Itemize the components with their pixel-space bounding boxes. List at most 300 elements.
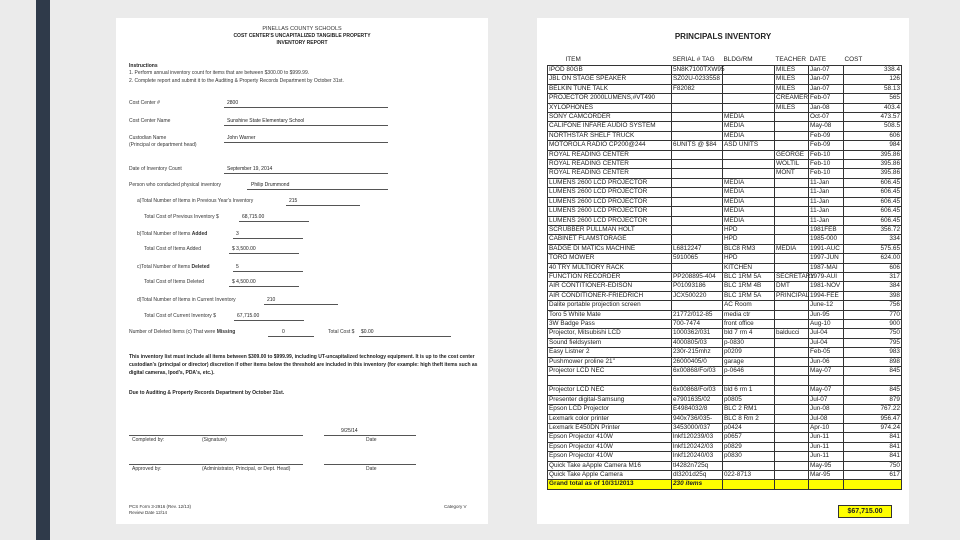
table-cell: FUNCTION RECORDER bbox=[548, 272, 672, 281]
table-cell: F82082 bbox=[672, 84, 723, 93]
table-cell bbox=[723, 169, 775, 178]
table-cell: SONY CAMCORDER bbox=[548, 113, 672, 122]
table-cell bbox=[775, 471, 809, 480]
table-cell: 5N8K7100TXW95 bbox=[673, 66, 725, 73]
table-cell: balducci bbox=[775, 329, 809, 338]
table-cell: Epson LCD Projector bbox=[548, 405, 672, 414]
deleted-word: Deleted bbox=[191, 264, 210, 270]
table-cell: Apr-10 bbox=[809, 424, 844, 433]
approved-date-line bbox=[324, 464, 416, 465]
table-row bbox=[548, 395, 902, 404]
table-cell: CALIFONE INFARE AUDIO SYSTEM bbox=[548, 122, 672, 131]
table-row bbox=[548, 461, 902, 470]
table-cell: Dalite portable projection screen bbox=[548, 301, 672, 310]
table-cell: 606.45 bbox=[844, 197, 902, 206]
completed-by-label: Completed by: bbox=[132, 437, 165, 443]
table-cell bbox=[775, 141, 809, 150]
table-cell: Jun-11 bbox=[809, 442, 844, 451]
table-cell: 1987-MAI bbox=[809, 263, 844, 272]
table-cell: PP208895-404 bbox=[672, 272, 723, 281]
date-label-2: Date bbox=[366, 466, 377, 472]
footer-review-date: Review Date 12/14 bbox=[129, 510, 168, 515]
table-cell: Jan-08 bbox=[809, 103, 844, 112]
table-cell bbox=[775, 216, 809, 225]
table-cell: 606.45 bbox=[844, 216, 902, 225]
table-row bbox=[548, 122, 902, 131]
table-row bbox=[548, 471, 902, 480]
table-cell: MEDIA bbox=[723, 188, 775, 197]
table-cell: Lexmark E450DN Printer bbox=[548, 424, 672, 433]
table-cell: 398 bbox=[844, 291, 902, 300]
table-cell: WOLTIL bbox=[775, 160, 809, 169]
table-cell: 473.57 bbox=[844, 113, 902, 122]
table-row bbox=[548, 367, 902, 376]
table-cell: Jul-04 bbox=[809, 338, 844, 347]
table-cell: 845 bbox=[844, 386, 902, 395]
table-cell bbox=[672, 207, 723, 216]
table-cell: 11-Jan bbox=[809, 197, 844, 206]
table-cell: MEDIA bbox=[723, 207, 775, 216]
date-label-1: Date bbox=[366, 437, 377, 443]
table-cell: 900 bbox=[844, 319, 902, 328]
table-cell: PROJECTOR 2000LUMENS,#VT490 bbox=[548, 94, 672, 103]
table-cell bbox=[775, 207, 809, 216]
table-row bbox=[548, 94, 902, 103]
table-cell: lnkf120240/03 bbox=[672, 452, 723, 461]
table-cell: 974.24 bbox=[844, 424, 902, 433]
table-row bbox=[548, 424, 902, 433]
table-row bbox=[548, 66, 902, 75]
added-word: Added bbox=[191, 231, 208, 237]
table-row bbox=[548, 386, 902, 395]
table-cell: ROYAL READING CENTER bbox=[548, 150, 672, 159]
table-cell: Jan-07 bbox=[809, 75, 844, 84]
table-cell: IPOD 80GB bbox=[548, 66, 672, 75]
table-cell bbox=[775, 452, 809, 461]
table-cell: L6812247 bbox=[672, 244, 723, 253]
table-cell: BLC 8 Rm 2 bbox=[723, 414, 775, 423]
table-row bbox=[548, 414, 902, 423]
signature-date-value: 9/25/14 bbox=[341, 428, 358, 434]
table-cell: bld 7 rm 4 bbox=[723, 329, 775, 338]
table-cell bbox=[775, 424, 809, 433]
table-cell: 40 TRY MULTIORY RACK bbox=[548, 263, 672, 272]
completed-date-line bbox=[324, 435, 416, 436]
table-cell: e7901635/02 bbox=[672, 395, 723, 404]
table-cell bbox=[775, 367, 809, 376]
table-cell: 940x736/035- bbox=[672, 414, 723, 423]
instruction-1: 1. Perform annual inventory count for items that are between $300.00 to $999.99. bbox=[129, 70, 310, 76]
table-cell: Pushmower proline 21" bbox=[548, 357, 672, 366]
table-cell: lnkf120242/03 bbox=[672, 442, 723, 451]
table-cell bbox=[775, 433, 809, 442]
table-cell: 6UNITS @ $84 bbox=[672, 141, 723, 150]
table-cell: 1981FEB bbox=[809, 225, 844, 234]
table-cell: 3453000/037 bbox=[672, 424, 723, 433]
table-cell: LUMENS 2600 LCD PROJECTOR bbox=[548, 216, 672, 225]
table-cell: 617 bbox=[844, 471, 902, 480]
table-cell bbox=[723, 103, 775, 112]
table-cell: 845 bbox=[844, 367, 902, 376]
table-cell bbox=[775, 113, 809, 122]
table-row bbox=[548, 75, 902, 84]
cost-added-label: Total Cost of Items Added bbox=[144, 246, 201, 252]
grand-total-row bbox=[548, 480, 902, 489]
table-cell: AC Room bbox=[723, 301, 775, 310]
table-cell: PRINCIPAL bbox=[776, 291, 810, 299]
table-row bbox=[548, 348, 902, 357]
table-row bbox=[548, 329, 902, 338]
admin-label: (Administrator, Principal, or Dept. Head) bbox=[202, 466, 291, 472]
table-cell: p0209 bbox=[723, 348, 775, 357]
table-cell: MOTOROLA RADIO CP200@244 bbox=[548, 141, 672, 150]
table-cell: Epson Projector 410W bbox=[548, 442, 672, 451]
table-row bbox=[548, 310, 902, 319]
table-cell: p0829 bbox=[723, 442, 775, 451]
table-cell: dl3201d25q bbox=[672, 471, 723, 480]
missing-cost-value: $0.00 bbox=[361, 329, 374, 335]
table-cell bbox=[672, 225, 723, 234]
table-row bbox=[548, 103, 902, 112]
table-cell: Quick Take aApple Camera M16 bbox=[548, 461, 672, 470]
table-cell: front office bbox=[723, 319, 775, 328]
missing-count-value: 0 bbox=[282, 329, 285, 335]
table-cell: 395.86 bbox=[844, 169, 902, 178]
table-row bbox=[548, 405, 902, 414]
items-deleted-label bbox=[137, 265, 210, 270]
table-cell: MEDIA bbox=[723, 216, 775, 225]
person-value: Philip Drummond bbox=[251, 182, 290, 188]
table-cell: Aug-10 bbox=[809, 319, 844, 328]
table-cell: Jul-04 bbox=[809, 329, 844, 338]
cost-center-number-value: 2800 bbox=[227, 100, 239, 106]
table-row bbox=[548, 84, 902, 93]
approved-by-label: Approved by: bbox=[132, 466, 162, 472]
table-cell: 230r-215mhz bbox=[672, 348, 723, 357]
table-cell: Feb-10 bbox=[809, 160, 844, 169]
instructions-title: Instructions bbox=[129, 63, 158, 69]
items-deleted-line bbox=[233, 271, 303, 272]
footer-category: Category V bbox=[444, 504, 467, 509]
table-cell: BLC 2 RM1 bbox=[723, 405, 775, 414]
table-cell: bld 6 rm 1 bbox=[723, 386, 775, 395]
table-cell: NORTHSTAR SHELF TRUCK bbox=[548, 131, 672, 140]
items-added-label bbox=[137, 232, 207, 237]
table-cell: 606 bbox=[844, 131, 902, 140]
table-cell: Jun-08 bbox=[809, 405, 844, 414]
table-row bbox=[548, 263, 902, 272]
table-cell bbox=[775, 131, 809, 140]
table-cell: May-07 bbox=[809, 367, 844, 376]
table-cell: HPD bbox=[723, 254, 775, 263]
table-cell: Projector LCD NEC bbox=[548, 386, 672, 395]
table-cell: 841 bbox=[844, 433, 902, 442]
table-cell bbox=[775, 197, 809, 206]
table-cell: 317 bbox=[844, 272, 902, 281]
table-cell bbox=[723, 160, 775, 169]
column-header: COST bbox=[844, 55, 863, 63]
table-cell: MILES bbox=[775, 66, 809, 75]
table-cell: Easy Listner 2 bbox=[548, 348, 672, 357]
table-cell: 356.72 bbox=[844, 225, 902, 234]
table-cell: p0830 bbox=[723, 452, 775, 461]
grand-total-value: $67,715.00 bbox=[838, 505, 892, 518]
table-row bbox=[548, 452, 902, 461]
table-cell bbox=[775, 480, 809, 489]
table-cell: p0424 bbox=[723, 424, 775, 433]
total-cost-current-line bbox=[234, 320, 304, 321]
table-cell: 1997-JUN bbox=[809, 254, 844, 263]
table-cell: LUMENS 2600 LCD PROJECTOR bbox=[548, 207, 672, 216]
table-cell: BLC 1RM 4B bbox=[723, 282, 775, 291]
table-cell bbox=[723, 94, 775, 103]
table-cell bbox=[775, 319, 809, 328]
table-cell: 5910065 bbox=[672, 254, 723, 263]
table-cell: Lexmark color printer bbox=[548, 414, 672, 423]
table-cell: 3W Badge Pass bbox=[548, 319, 672, 328]
footer-form-number: PCS Form 3-2916 (Rev. 12/13) bbox=[129, 504, 191, 509]
table-row bbox=[548, 291, 902, 300]
table-cell: LUMENS 2600 LCD PROJECTOR bbox=[548, 188, 672, 197]
table-cell: 898 bbox=[844, 357, 902, 366]
person-label: Person who conducted physical inventory bbox=[129, 182, 221, 188]
table-cell: p-0646 bbox=[723, 367, 775, 376]
table-row bbox=[548, 244, 902, 253]
inventory-table-body bbox=[548, 55, 902, 489]
table-cell: 4000805/03 bbox=[672, 338, 723, 347]
table-cell: HPD bbox=[723, 235, 775, 244]
table-cell: 21772/012-85 bbox=[672, 310, 723, 319]
table-cell: 1991-AUC bbox=[809, 244, 844, 253]
table-header-row bbox=[548, 55, 902, 66]
table-cell bbox=[775, 254, 809, 263]
table-cell: Toro 5 White Mate bbox=[548, 310, 672, 319]
table-cell: Sound fieldsystem bbox=[548, 338, 672, 347]
missing-cost-line bbox=[359, 336, 451, 337]
table-cell: 11-Jan bbox=[809, 178, 844, 187]
table-cell: SCRUBBER PULLMAN HOLT bbox=[548, 225, 672, 234]
cost-deleted-line bbox=[229, 286, 299, 287]
items-added-label-text: b)Total Number of Items bbox=[137, 231, 191, 237]
table-cell: 126 bbox=[844, 75, 902, 84]
table-cell: JBL ON STAGE SPEAKER bbox=[548, 75, 672, 84]
table-cell: ASD UNITS bbox=[723, 141, 775, 150]
table-cell: 841 bbox=[844, 442, 902, 451]
table-cell: p0805 bbox=[723, 395, 775, 404]
table-cell bbox=[672, 122, 723, 131]
total-prev-line bbox=[286, 205, 360, 206]
table-cell: 508.5 bbox=[844, 122, 902, 131]
table-cell: 11-Jan bbox=[809, 188, 844, 197]
table-cell: MEDIA bbox=[723, 178, 775, 187]
table-cell: 1994-FEE bbox=[809, 291, 844, 300]
table-cell: 58.13 bbox=[844, 84, 902, 93]
table-cell bbox=[723, 84, 775, 93]
principals-inventory-page bbox=[537, 18, 909, 524]
table-cell: Epson Projector 410W bbox=[548, 433, 672, 442]
table-cell: Presenter digital-Samsung bbox=[548, 395, 672, 404]
table-cell bbox=[775, 301, 809, 310]
table-cell: 1979-AUI bbox=[809, 272, 844, 281]
table-cell: MEDIA bbox=[723, 122, 775, 131]
table-cell: Projector, Mitsubishi LCD bbox=[548, 329, 672, 338]
table-cell bbox=[775, 310, 809, 319]
cost-center-number-label: Cost Center # bbox=[129, 100, 160, 106]
table-cell: 606.45 bbox=[844, 188, 902, 197]
due-notice: Due to Auditing & Property Records Department by October 31st. bbox=[129, 390, 285, 396]
table-cell: 395.86 bbox=[844, 150, 902, 159]
table-cell: Jul-07 bbox=[809, 395, 844, 404]
table-cell: MILES bbox=[775, 84, 809, 93]
table-cell: Feb-09 bbox=[809, 141, 844, 150]
form-header-line1: PINELLAS COUNTY SCHOOLS bbox=[262, 26, 342, 32]
cost-deleted-label: Total Cost of Items Deleted bbox=[144, 279, 205, 285]
custodian-name-line bbox=[224, 142, 388, 143]
table-cell: Jan-07 bbox=[809, 66, 844, 75]
table-cell: 841 bbox=[844, 452, 902, 461]
table-cell bbox=[775, 461, 809, 470]
table-cell: 606.45 bbox=[844, 178, 902, 187]
table-row bbox=[548, 160, 902, 169]
table-cell bbox=[672, 216, 723, 225]
table-row bbox=[548, 442, 902, 451]
table-cell: MILES bbox=[775, 75, 809, 84]
table-cell bbox=[775, 235, 809, 244]
total-current-line bbox=[264, 304, 338, 305]
table-cell: Jun-95 bbox=[809, 310, 844, 319]
table-cell: BLC 1RM 5A bbox=[723, 291, 775, 300]
table-cell: 022-8713 bbox=[723, 471, 775, 480]
total-cost-prev-label: Total Cost of Previous Inventory $ bbox=[144, 214, 219, 220]
instruction-2: 2. Complete report and submit it to the Auditing & Property Records Department by October 31st. bbox=[129, 78, 344, 84]
table-cell: Jun-11 bbox=[809, 433, 844, 442]
table-cell: CREAMER bbox=[776, 94, 808, 102]
slide-accent-bar bbox=[36, 0, 50, 540]
table-cell: KITCHEN bbox=[723, 263, 775, 272]
table-cell: 750 bbox=[844, 461, 902, 470]
table-cell: 11-Jan bbox=[809, 207, 844, 216]
table-cell: BLC 1RM 5A bbox=[723, 272, 775, 281]
approved-by-line bbox=[129, 464, 303, 465]
table-row bbox=[548, 150, 902, 159]
missing-label-text: Number of Deleted Items (c) That were bbox=[129, 329, 216, 335]
table-cell: HPD bbox=[723, 225, 775, 234]
cost-added-line bbox=[229, 253, 299, 254]
table-cell bbox=[672, 235, 723, 244]
table-cell: 6x00868/Fo/03 bbox=[672, 386, 723, 395]
threshold-notice: This inventory list must include all items between $309.00 to $999.99, including UT-uncapitalized technology equipment. It is up to the cost center custodian's (principal or director) discretion if other items below the threshold are included in this inventory (for example: high theft items such as digital cameras, Ipod's, PDA's, etc.). bbox=[129, 354, 478, 376]
table-row bbox=[548, 216, 902, 225]
table-cell: June-12 bbox=[809, 301, 844, 310]
table-cell: Feb-07 bbox=[809, 94, 844, 103]
cost-added-value: $ 3,500.00 bbox=[232, 246, 256, 252]
table-cell: May-07 bbox=[809, 386, 844, 395]
table-row bbox=[548, 141, 902, 150]
table-cell: Oct-07 bbox=[809, 113, 844, 122]
table-cell: MILES bbox=[775, 103, 809, 112]
inventory-title: PRINCIPALS INVENTORY bbox=[674, 32, 772, 41]
table-cell: 756 bbox=[844, 301, 902, 310]
person-line bbox=[247, 189, 388, 190]
total-prev-label: a)Total Number of Items in Previous Year's Inventory bbox=[137, 198, 254, 204]
table-cell: DMT bbox=[775, 282, 809, 291]
table-cell: BADGE DI MATICs MACHINE bbox=[548, 244, 672, 253]
table-cell: 984 bbox=[844, 141, 902, 150]
items-added-value: 3 bbox=[236, 231, 239, 237]
table-cell: 795 bbox=[844, 338, 902, 347]
table-cell: 395.86 bbox=[844, 160, 902, 169]
table-cell: garage bbox=[723, 357, 775, 366]
table-cell bbox=[775, 414, 809, 423]
table-cell: 770 bbox=[844, 310, 902, 319]
table-cell: GEORGE bbox=[775, 150, 809, 159]
table-cell: P01093186 bbox=[672, 282, 723, 291]
total-current-label: d)Total Number of Items in Current Inventory bbox=[137, 297, 236, 303]
table-cell bbox=[775, 357, 809, 366]
table-cell: E4984032/8 bbox=[672, 405, 723, 414]
table-cell: BELKIN TUNE TALK bbox=[548, 84, 672, 93]
total-cost-current-label: Total Cost of Current Inventory $ bbox=[144, 313, 216, 319]
table-cell bbox=[723, 75, 775, 84]
table-cell: May-08 bbox=[809, 122, 844, 131]
column-header: DATE bbox=[809, 55, 827, 63]
form-header-line2: COST CENTER'S UNCAPITALIZED TANGIBLE PROPERTY bbox=[233, 33, 371, 39]
table-row bbox=[548, 188, 902, 197]
table-cell: lnkf120239/03 bbox=[672, 433, 723, 442]
table-cell bbox=[723, 150, 775, 159]
table-cell bbox=[672, 113, 723, 122]
table-cell: CABINET FLAMSTORAGE bbox=[548, 235, 672, 244]
table-cell: AIR CONDITIONER-FRIEDRICH bbox=[548, 291, 672, 300]
table-cell bbox=[844, 480, 902, 489]
table-cell bbox=[775, 178, 809, 187]
table-cell: Jun-06 bbox=[809, 357, 844, 366]
table-cell: 1985-000 bbox=[809, 235, 844, 244]
table-cell: Epson Projector 410W bbox=[548, 452, 672, 461]
table-cell: MEDIA bbox=[723, 197, 775, 206]
grand-total-label: Grand total as of 10/31/2013 bbox=[548, 480, 672, 489]
table-row bbox=[548, 338, 902, 347]
table-cell: SECRETARY bbox=[776, 272, 815, 280]
column-header: ITEM bbox=[565, 55, 581, 63]
table-cell: 606.45 bbox=[844, 207, 902, 216]
completed-by-line bbox=[129, 435, 303, 436]
table-cell bbox=[672, 131, 723, 140]
table-cell bbox=[775, 225, 809, 234]
custodian-name-label: Custodian Name bbox=[129, 135, 167, 141]
table-cell bbox=[775, 188, 809, 197]
missing-label bbox=[129, 330, 235, 335]
table-cell: p0657 bbox=[723, 433, 775, 442]
table-cell: 26000405/0 bbox=[672, 357, 723, 366]
table-cell bbox=[775, 376, 809, 386]
table-cell bbox=[672, 169, 723, 178]
table-cell: 750 bbox=[844, 329, 902, 338]
table-cell: MEDIA bbox=[723, 131, 775, 140]
table-cell bbox=[723, 461, 775, 470]
table-cell bbox=[775, 338, 809, 347]
date-of-count-label: Date of Inventory Count bbox=[129, 166, 182, 172]
table-cell: Feb-05 bbox=[809, 348, 844, 357]
table-cell: Feb-10 bbox=[809, 150, 844, 159]
table-cell: 1981-NOV bbox=[809, 282, 844, 291]
table-cell: Mar-95 bbox=[809, 471, 844, 480]
inventory-table bbox=[547, 55, 902, 490]
total-cost-prev-value: 68,715.00 bbox=[242, 214, 265, 220]
table-row bbox=[548, 225, 902, 234]
table-row bbox=[548, 207, 902, 216]
table-cell bbox=[672, 301, 723, 310]
